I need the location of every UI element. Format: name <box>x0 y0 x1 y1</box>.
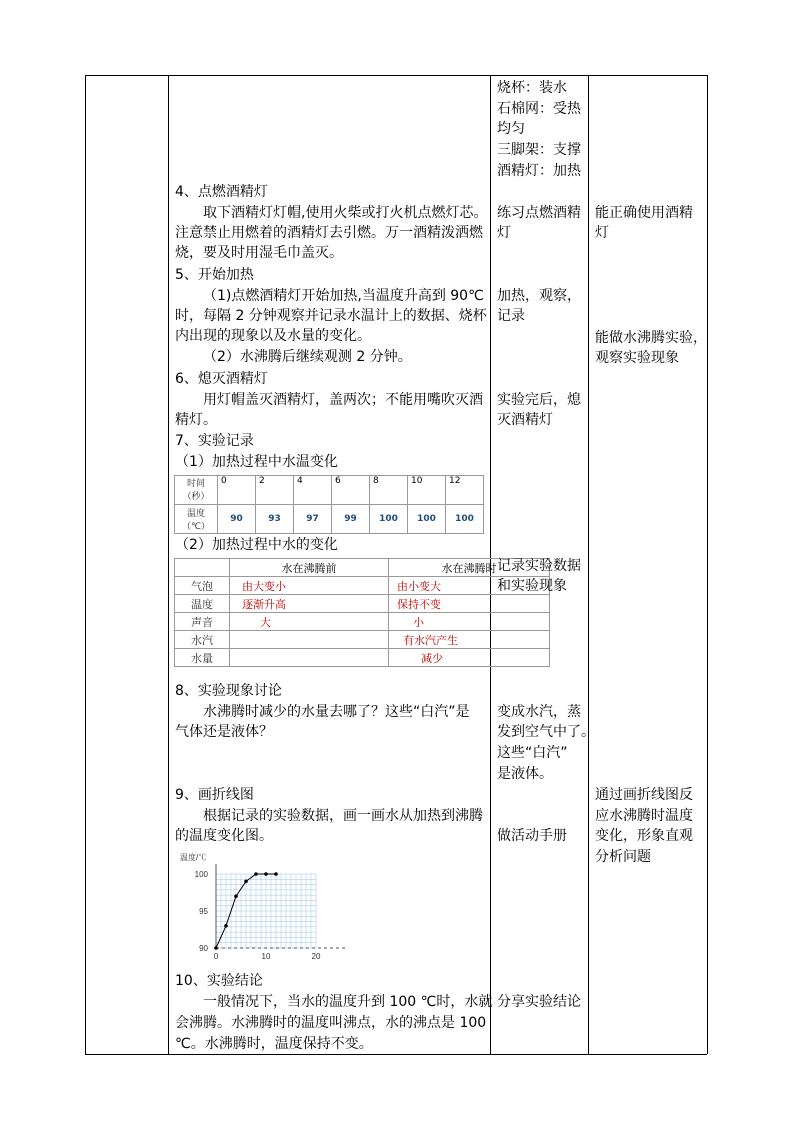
activity-text: 这些“白汽” <box>497 745 568 761</box>
data-point <box>214 946 218 950</box>
activity-text: 加热，观察， <box>497 288 581 304</box>
during-cell: 减少 <box>389 649 550 667</box>
section-text: （1)点燃酒精灯开始加热,当温度升高到 90℃ <box>203 288 484 304</box>
activity-text: 和实验现象 <box>497 578 567 594</box>
y-axis-label: 温度/℃ <box>180 853 207 862</box>
table-corner <box>175 559 230 577</box>
temperature-line-chart <box>172 850 357 965</box>
data-point <box>244 880 248 884</box>
materials-text: 石棉网：受热 <box>497 101 581 117</box>
x-tick-label: 20 <box>311 952 321 961</box>
time-cell: 10 <box>408 476 446 505</box>
y-tick-label: 90 <box>199 944 208 953</box>
temp-cell: 93 <box>256 505 294 534</box>
data-point <box>264 872 268 876</box>
data-point <box>254 872 258 876</box>
section-text: 取下酒精灯灯帽,使用火柴或打火机点燃灯芯。 <box>203 205 488 221</box>
subsection-title: （2）加热过程中水的变化 <box>175 537 338 553</box>
temp-cell: 100 <box>370 505 408 534</box>
materials-text: 酒精灯：加热 <box>497 163 581 179</box>
data-point <box>274 872 278 876</box>
section-text: 注意禁止用燃着的酒精灯去引燃。万一酒精泼洒燃 <box>175 225 483 241</box>
y-tick-label: 100 <box>194 870 208 879</box>
section-text: 烧，要及时用湿毛巾盖灭。 <box>175 245 343 261</box>
temp-header: 温度（℃） <box>175 505 218 534</box>
table-border-left <box>85 75 86 1054</box>
row-label: 声音 <box>175 613 230 631</box>
before-cell: 由大变小 <box>230 577 389 595</box>
section-text: 水沸腾时减少的水量去哪了？这些“白汽”是 <box>203 704 470 720</box>
y-tick-label: 95 <box>199 907 208 916</box>
time-cell: 12 <box>446 476 484 505</box>
temp-cell: 97 <box>294 505 332 534</box>
table-column-divider <box>168 75 169 1054</box>
before-cell: 大 <box>230 613 389 631</box>
section-text: 精灯。 <box>175 412 217 428</box>
section-title: 6、熄灭酒精灯 <box>175 371 268 387</box>
time-cell: 0 <box>218 476 256 505</box>
activity-text: 记录实验数据 <box>497 558 581 574</box>
before-cell <box>230 649 389 667</box>
goal-text: 能正确使用酒精 <box>595 205 693 221</box>
table-border-top <box>85 75 707 76</box>
activity-text: 灯 <box>497 225 511 241</box>
time-cell: 2 <box>256 476 294 505</box>
column-header: 水在沸腾时 <box>389 559 550 577</box>
subsection-title: （1）加热过程中水温变化 <box>175 454 338 470</box>
section-text: 会沸腾。水沸腾时的温度叫沸点，水的沸点是 100 <box>175 1015 487 1031</box>
temperature-table <box>174 475 484 534</box>
time-cell: 6 <box>332 476 370 505</box>
section-text: 时，每隔 2 分钟观察并记录水温计上的数据、烧杯 <box>175 308 487 324</box>
activity-text: 记录 <box>497 308 525 324</box>
chart-labels <box>180 852 321 961</box>
section-title: 7、实验记录 <box>175 433 254 449</box>
before-cell: 逐渐升高 <box>230 595 389 613</box>
goal-text: 变化，形象直观 <box>595 828 693 844</box>
during-cell: 有水汽产生 <box>389 631 550 649</box>
data-point <box>234 894 238 898</box>
section-text: ℃。水沸腾时，温度保持不变。 <box>175 1036 373 1052</box>
section-text: 气体还是液体？ <box>175 724 273 740</box>
row-label: 水量 <box>175 649 230 667</box>
goal-text: 灯 <box>595 225 609 241</box>
section-text: 内出现的现象以及水量的变化。 <box>175 328 371 344</box>
before-cell <box>230 631 389 649</box>
goal-text: 应水沸腾时温度 <box>595 808 693 824</box>
x-tick-label: 10 <box>261 952 271 961</box>
temp-cell: 90 <box>218 505 256 534</box>
data-point <box>224 924 228 928</box>
activity-text: 实验完后，熄 <box>497 392 581 408</box>
section-title: 4、点燃酒精灯 <box>175 184 268 200</box>
during-cell: 小 <box>389 613 550 631</box>
table-column-divider <box>588 75 589 1054</box>
activity-text: 做活动手册 <box>497 828 567 844</box>
section-title: 8、实验现象讨论 <box>175 683 282 699</box>
during-cell: 由小变大 <box>389 577 550 595</box>
table-border-bottom <box>85 1054 707 1055</box>
time-cell: 4 <box>294 476 332 505</box>
materials-text: 均匀 <box>497 121 525 137</box>
row-label: 温度 <box>175 595 230 613</box>
row-label: 气泡 <box>175 577 230 595</box>
activity-text: 发到空气中了。 <box>497 724 595 740</box>
activity-text: 变成水汽，蒸 <box>497 704 581 720</box>
table-border-right <box>707 75 708 1054</box>
column-header: 水在沸腾前 <box>230 559 389 577</box>
section-title: 10、实验结论 <box>175 973 263 989</box>
goal-text: 观察实验现象 <box>595 350 679 366</box>
goal-text: 通过画折线图反 <box>595 787 693 803</box>
row-label: 水汽 <box>175 631 230 649</box>
during-cell: 保持不变 <box>389 595 550 613</box>
water-change-table <box>174 558 550 667</box>
temp-cell: 100 <box>446 505 484 534</box>
temp-cell: 99 <box>332 505 370 534</box>
section-text: 根据记录的实验数据，画一画水从加热到沸腾 <box>203 808 483 824</box>
activity-text: 灭酒精灯 <box>497 412 553 428</box>
section-title: 9、画折线图 <box>175 787 254 803</box>
section-text: 一般情况下，当水的温度升到 100 ℃时，水就 <box>203 994 493 1010</box>
time-header: 时间（秒） <box>175 476 218 505</box>
materials-text: 三脚架：支撑 <box>497 142 581 158</box>
activity-text: 练习点燃酒精 <box>497 205 581 221</box>
temp-cell: 100 <box>408 505 446 534</box>
x-tick-label: 0 <box>213 952 219 961</box>
activity-text: 分享实验结论 <box>497 994 581 1010</box>
goal-text: 分析问题 <box>595 849 651 865</box>
materials-text: 烧杯：装水 <box>497 80 567 96</box>
section-text: 用灯帽盖灭酒精灯，盖两次；不能用嘴吹灭酒 <box>203 392 483 408</box>
section-text: 的温度变化图。 <box>175 828 273 844</box>
time-cell: 8 <box>370 476 408 505</box>
activity-text: 是液体。 <box>497 766 553 782</box>
goal-text: 能做水沸腾实验， <box>595 330 707 346</box>
section-title: 5、开始加热 <box>175 267 254 283</box>
section-text: （2）水沸腾后继续观测 2 分钟。 <box>203 349 412 365</box>
